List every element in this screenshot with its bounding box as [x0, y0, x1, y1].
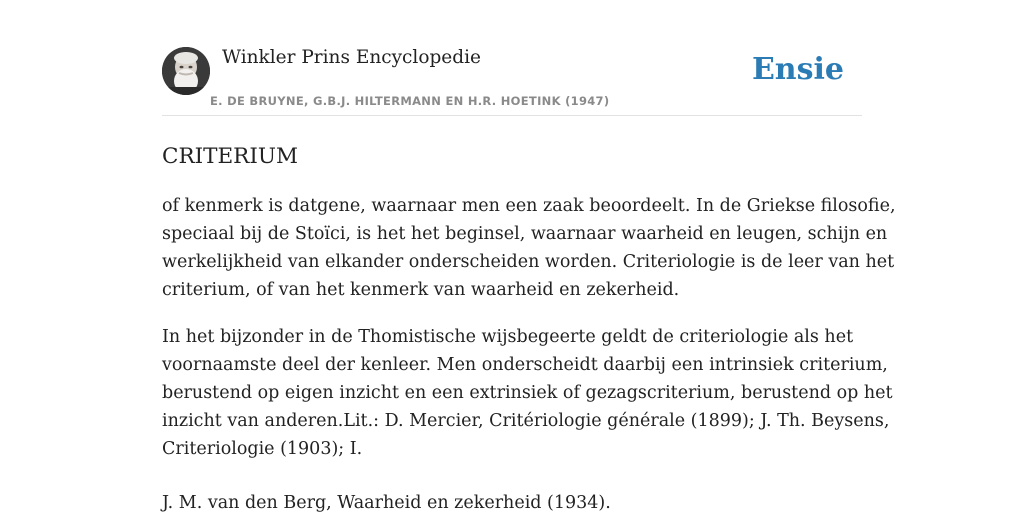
entry-paragraph-1 — [162, 192, 896, 304]
paragraph-line: of kenmerk is datgene, waarnaar men een zaak beoordeelt. In de Griekse filosofie, — [162, 196, 896, 216]
paragraph-line: Criteriologie (1903); I. — [162, 439, 363, 459]
paragraph-line: voornaamste deel der kenleer. Men onderscheidt daarbij een intrinsiek criterium, — [162, 355, 888, 375]
article-page — [162, 0, 896, 512]
paragraph-line: In het bijzonder in de Thomistische wijsbegeerte geldt de criteriologie als het — [162, 327, 854, 347]
paragraph-line: inzicht van anderen.Lit.: D. Mercier, Critériologie générale (1899); J. Th. Beysens, — [162, 411, 890, 431]
publication-authors: E. DE BRUYNE, G.B.J. HILTERMANN EN H.R. HOETINK (1947) — [210, 94, 610, 108]
entry-title: CRITERIUM — [162, 144, 298, 169]
site-header — [162, 46, 862, 116]
bearded-man-portrait-icon — [162, 47, 210, 95]
paragraph-line: berustend op eigen inzicht en een extrinsiek of gezagscriterium, berustend op het — [162, 383, 893, 403]
ensie-logo[interactable]: Ensie — [751, 52, 844, 87]
paragraph-line: J. M. van den Berg, Waarheid en zekerheid (1934). — [162, 493, 611, 512]
paragraph-line: criterium, of van het kenmerk van waarheid en zekerheid. — [162, 280, 680, 300]
author-avatar[interactable] — [162, 47, 210, 95]
paragraph-line: werkelijkheid van elkander onderscheiden worden. Criteriologie is de leer van het — [162, 252, 895, 272]
entry-paragraph-2 — [162, 323, 893, 463]
paragraph-line: speciaal bij de Stoïci, is het het beginsel, waarnaar waarheid en leugen, schijn en — [162, 224, 888, 244]
publication-title[interactable]: Winkler Prins Encyclopedie — [222, 47, 481, 68]
entry-paragraph-3 — [162, 489, 862, 512]
